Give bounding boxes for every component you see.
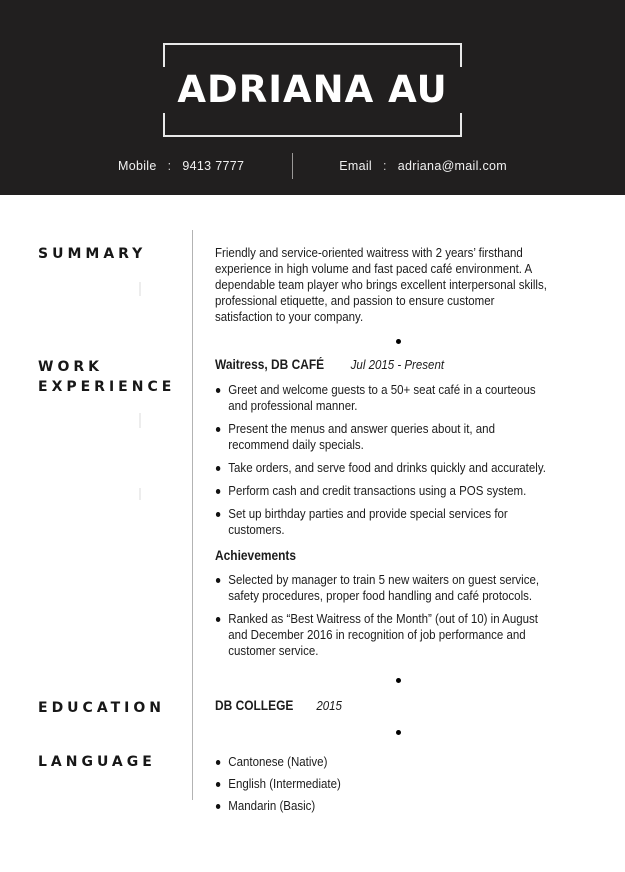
achievements-list (215, 572, 555, 659)
decorative-tick (139, 413, 141, 428)
separator-dot (396, 730, 401, 735)
section-separator (0, 678, 625, 683)
list-item: Present the menus and answer queries about it, and recommend daily specials. (215, 421, 555, 453)
achievements-heading: Achievements (215, 548, 297, 563)
separator-dot (396, 339, 401, 344)
job-duties-list (215, 382, 555, 538)
language-heading: LANGUAGE (38, 754, 156, 770)
contact-divider (292, 153, 293, 179)
summary-heading: SUMMARY (38, 246, 147, 262)
education-section (0, 698, 625, 718)
mobile-value: 9413 7777 (182, 159, 245, 173)
summary-label-col (0, 244, 192, 264)
work-heading-line2: EXPERIENCE (38, 379, 176, 395)
job-header (215, 357, 555, 373)
list-item: Set up birthday parties and provide special services for customers. (215, 506, 555, 538)
mobile-colon: : (167, 159, 172, 173)
work-content (192, 357, 555, 666)
graduation-year: 2015 (316, 698, 342, 713)
section-separator (0, 339, 625, 344)
section-separator (0, 730, 625, 735)
name-frame (163, 43, 462, 137)
decorative-tick (139, 488, 141, 500)
job-date: Jul 2015 - Present (350, 357, 445, 372)
language-label-col (0, 752, 192, 772)
separator-dot (396, 678, 401, 683)
education-label-col (0, 698, 192, 718)
language-content (192, 752, 555, 820)
resume-body (0, 195, 625, 820)
list-item: Selected by manager to train 5 new waiters on guest service, safety procedures, proper food handling and café protocols. (215, 572, 555, 604)
email-label: Email (339, 159, 372, 173)
email-value: adriana@mail.com (397, 159, 507, 173)
work-label-col (0, 357, 192, 397)
list-item: English (Intermediate) (215, 776, 555, 792)
summary-text: Friendly and service-oriented waitress with 2 years’ firsthand experience in high volume and fast paced café environment. A dependable team player who brings excellent interpersonal skills, professional etiquette, and passion to ensure customer satisfaction to your company. (215, 245, 547, 324)
job-title: Waitress, DB CAFÉ (215, 357, 325, 372)
person-name: ADRIANA AU (149, 67, 476, 113)
list-item: Perform cash and credit transactions using a POS system. (215, 483, 555, 499)
list-item: Cantonese (Native) (215, 754, 555, 770)
education-heading: EDUCATION (38, 700, 165, 716)
language-section (0, 752, 625, 820)
education-content (192, 698, 555, 714)
work-experience-section (0, 357, 625, 666)
list-item: Greet and welcome guests to a 50+ seat café in a courteous and professional manner. (215, 382, 555, 414)
decorative-tick (139, 282, 141, 296)
summary-section (0, 244, 625, 325)
work-heading-line1: WORK (38, 359, 103, 375)
list-item: Mandarin (Basic) (215, 798, 555, 814)
mobile-label: Mobile (118, 159, 157, 173)
language-list (215, 754, 555, 814)
contact-row (0, 152, 625, 180)
resume-header (0, 0, 625, 195)
school-name: DB COLLEGE (215, 698, 294, 713)
list-item: Ranked as “Best Waitress of the Month” (out of 10) in August and December 2016 in recognition of job performance and customer service. (215, 611, 555, 659)
email-colon: : (382, 159, 387, 173)
summary-content (192, 244, 555, 325)
education-entry (215, 698, 555, 714)
list-item: Take orders, and serve food and drinks quickly and accurately. (215, 460, 555, 476)
